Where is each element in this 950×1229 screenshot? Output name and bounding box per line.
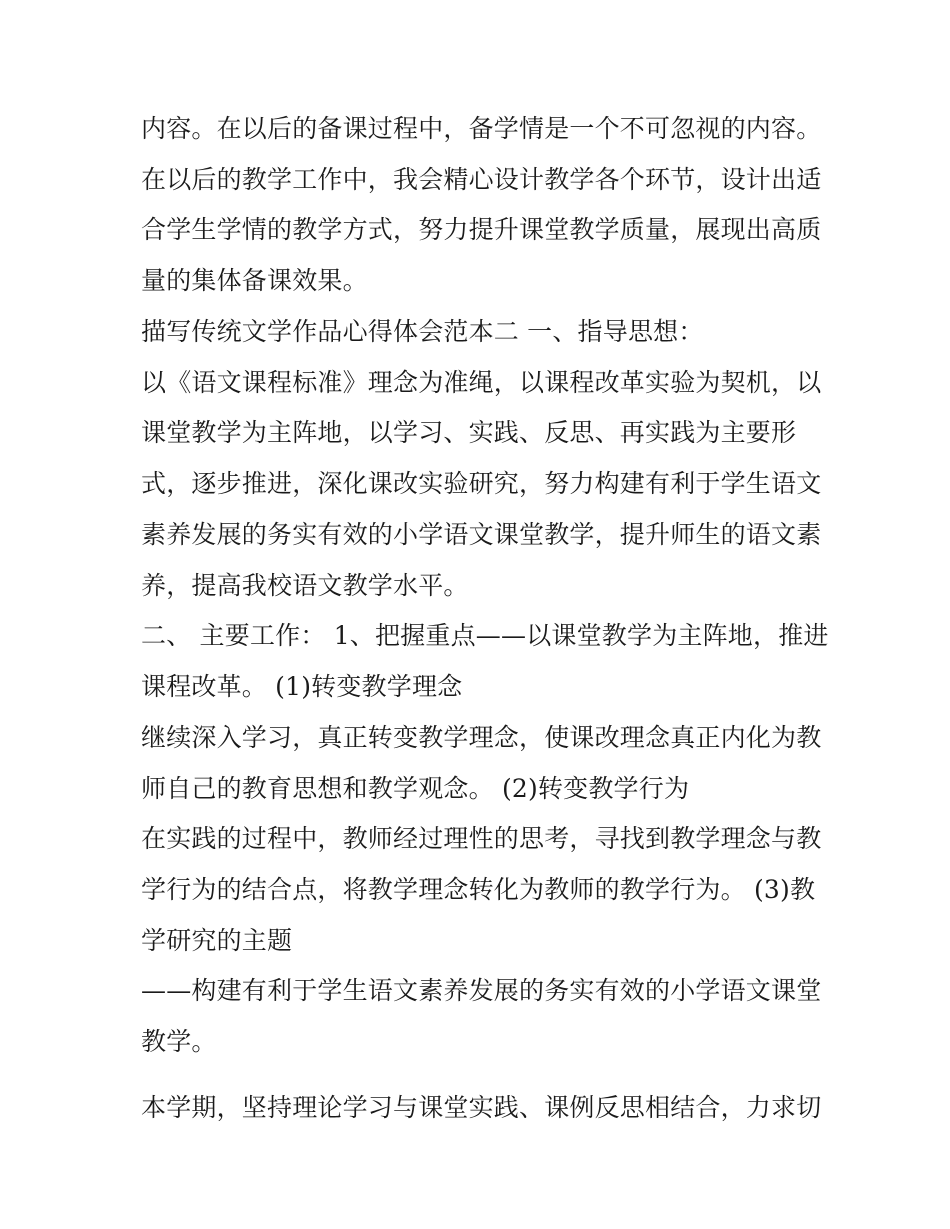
text-line: 本学期，坚持理论学习与课堂实践、课例反思相结合，力求切	[141, 1093, 822, 1122]
text-line: 养，提高我校语文教学水平。	[141, 571, 469, 600]
text-line: 式，逐步推进，深化课改实验研究，努力构建有利于学生语文	[141, 469, 822, 498]
text-line: 内容。在以后的备课过程中，备学情是一个不可忽视的内容。	[141, 114, 822, 143]
text-line: ——构建有利于学生语文素养发展的务实有效的小学语文课堂	[141, 976, 822, 1005]
text-line: 量的集体备课效果。	[141, 266, 368, 295]
text-line: 在实践的过程中，教师经过理性的思考，寻找到教学理念与教	[141, 824, 822, 853]
text-line: 素养发展的务实有效的小学语文课堂教学，提升师生的语文素	[141, 520, 822, 549]
text-line: 继续深入学习，真正转变教学理念，使课改理念真正内化为教	[141, 723, 822, 752]
section-heading: 二、 主要工作： 1、把握重点——以课堂教学为主阵地，推进	[141, 621, 829, 650]
text-line: 课程改革。 (1)转变教学理念	[141, 672, 463, 701]
text-line: 课堂教学为主阵地，以学习、实践、反思、再实践为主要形	[141, 418, 797, 447]
text-line: 师自己的教育思想和教学观念。 (2)转变教学行为	[141, 774, 690, 803]
text-line: 以《语文课程标准》理念为准绳，以课程改革实验为契机，以	[141, 368, 822, 397]
section-heading: 描写传统文学作品心得体会范本二 一、指导思想：	[141, 317, 704, 346]
text-line: 学行为的结合点，将教学理念转化为教师的教学行为。 (3)教	[141, 875, 816, 904]
text-line: 教学。	[141, 1027, 217, 1056]
text-line: 在以后的教学工作中，我会精心设计教学各个环节，设计出适	[141, 165, 822, 194]
text-line: 学研究的主题	[141, 926, 293, 955]
text-line: 合学生学情的教学方式，努力提升课堂教学质量，展现出高质	[141, 215, 822, 244]
